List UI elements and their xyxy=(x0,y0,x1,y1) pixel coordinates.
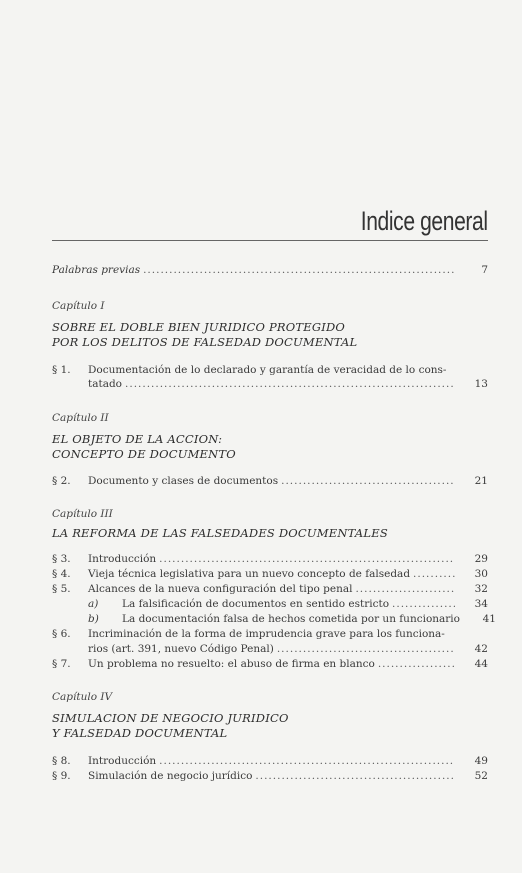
dot-leader xyxy=(281,474,455,488)
section-number: § 2. xyxy=(52,475,71,487)
entry-text: Alcances de la nueva configuración del tipo penal xyxy=(88,583,353,595)
dot-leader xyxy=(355,582,455,596)
toc-entry[interactable] xyxy=(52,769,488,783)
entry-text: Simulación de negocio jurídico xyxy=(88,770,253,782)
toc-entry[interactable] xyxy=(52,552,488,566)
dot-leader xyxy=(413,567,455,581)
page-title: Indice general xyxy=(361,206,488,236)
entry-text: Palabras previas xyxy=(52,264,141,276)
chapter-heading: Y FALSEDAD DOCUMENTAL xyxy=(52,726,228,740)
section-number: § 1. xyxy=(52,364,71,376)
toc-entry[interactable] xyxy=(52,754,488,768)
dot-leader xyxy=(143,263,455,277)
page-number: 29 xyxy=(474,553,488,565)
entry-text: Un problema no resuelto: el abuso de firma en blanco xyxy=(88,658,375,670)
chapter-heading: CONCEPTO DE DOCUMENTO xyxy=(52,447,236,461)
entry-text: La falsificación de documentos en sentido estricto xyxy=(122,598,390,610)
entry-text: Introducción xyxy=(88,553,157,565)
entry-text: Documento y clases de documentos xyxy=(88,475,279,487)
chapter-label: Capítulo I xyxy=(52,300,105,312)
dot-leader xyxy=(392,597,455,611)
entry-text: Incriminación de la forma de imprudencia grave para los funciona- xyxy=(88,628,445,640)
page-number: 41 xyxy=(482,613,496,625)
chapter-label: Capítulo II xyxy=(52,412,109,424)
page-number: 30 xyxy=(474,568,488,580)
toc-entry[interactable] xyxy=(52,657,488,671)
toc-entry[interactable] xyxy=(52,474,488,488)
page-number: 13 xyxy=(474,378,488,390)
toc-subentry[interactable] xyxy=(52,612,496,626)
entry-text: rios (art. 391, nuevo Código Penal) xyxy=(88,643,274,655)
dot-leader xyxy=(159,552,455,566)
entry-text: tatado xyxy=(88,378,123,390)
dot-leader xyxy=(277,642,455,656)
section-number: § 8. xyxy=(52,755,71,767)
page-number: 32 xyxy=(474,583,488,595)
section-number: § 9. xyxy=(52,770,71,782)
dot-leader xyxy=(255,769,455,783)
dot-leader xyxy=(159,754,455,768)
chapter-heading: SIMULACION DE NEGOCIO JURIDICO xyxy=(52,711,289,725)
page-number: 42 xyxy=(474,643,488,655)
page-number: 21 xyxy=(474,475,488,487)
dot-leader xyxy=(378,657,455,671)
section-number: § 5. xyxy=(52,583,71,595)
entry-text: Introducción xyxy=(88,755,157,767)
page-number: 7 xyxy=(481,264,488,276)
entry-text: La documentación falsa de hechos cometida por un funcionario xyxy=(122,613,460,625)
chapter-heading: POR LOS DELITOS DE FALSEDAD DOCUMENTAL xyxy=(52,335,358,349)
toc-subentry[interactable] xyxy=(52,597,488,611)
section-number: § 4. xyxy=(52,568,71,580)
page-number: 44 xyxy=(474,658,488,670)
chapter-label: Capítulo III xyxy=(52,508,113,520)
toc-entry-continuation[interactable] xyxy=(52,377,488,391)
chapter-label: Capítulo IV xyxy=(52,691,113,703)
section-number: § 6. xyxy=(52,628,71,640)
dot-leader xyxy=(125,377,455,391)
toc-entry-palabras[interactable] xyxy=(52,263,488,277)
chapter-heading: EL OBJETO DE LA ACCION: xyxy=(52,432,223,446)
chapter-heading: LA REFORMA DE LAS FALSEDADES DOCUMENTALES xyxy=(52,526,388,540)
toc-entry[interactable] xyxy=(52,363,488,377)
page-number: 52 xyxy=(474,770,488,782)
section-number: § 7. xyxy=(52,658,71,670)
subsection-letter: a) xyxy=(88,598,99,610)
page-number: 34 xyxy=(474,598,488,610)
subsection-letter: b) xyxy=(88,613,99,625)
page-number: 49 xyxy=(474,755,488,767)
toc-entry[interactable] xyxy=(52,567,488,581)
entry-text: Vieja técnica legislativa para un nuevo concepto de falsedad xyxy=(88,568,411,580)
toc-entry[interactable] xyxy=(52,582,488,596)
entry-text: Documentación de lo declarado y garantía de veracidad de lo cons- xyxy=(88,364,447,376)
toc-entry[interactable] xyxy=(52,627,488,641)
toc-entry-continuation[interactable] xyxy=(52,642,488,656)
chapter-heading: SOBRE EL DOBLE BIEN JURIDICO PROTEGIDO xyxy=(52,320,346,334)
section-number: § 3. xyxy=(52,553,71,565)
title-rule xyxy=(52,240,488,241)
